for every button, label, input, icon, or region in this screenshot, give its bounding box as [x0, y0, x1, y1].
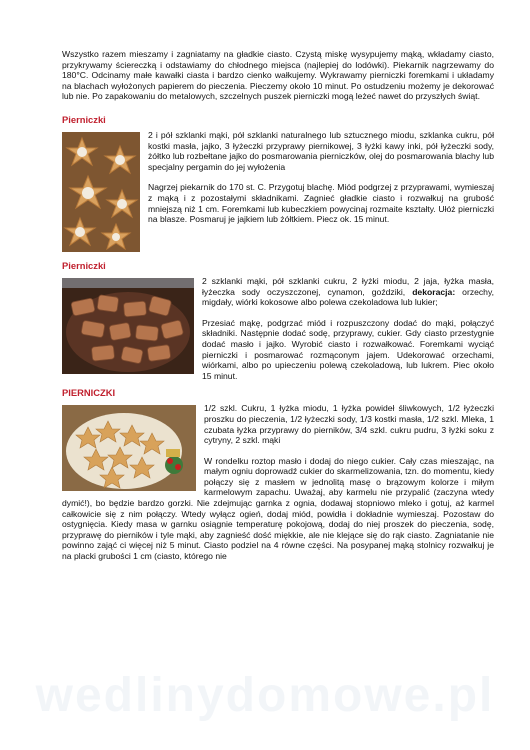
- recipe-3-title: PIERNICZKI: [62, 387, 116, 399]
- recipe-1-method: Nagrzej piekarnik do 170 st. C. Przygotuj blachę. Miód podgrzej z przyprawami, wymieszaj z mąką i z pozostałymi składnikami. Zagnieć gładkie ciasto i rozwałkuj na grubość mniejszą niż 1 cm. Foremkami lub kubeczkiem powycinaj rozmaite kształty. Ułóż pierniczki na blasze. Posmaruj je jajkiem lub żółtkiem. Piecz ok. 15 minut.: [148, 182, 494, 225]
- recipe-2: [62, 276, 494, 381]
- recipe-3-ingredients: 1/2 szkl. Cukru, 1 łyżka miodu, 1 łyżka powideł śliwkowych, 1/2 łyżeczki proszku do pieczenia, 1/2 łyżeczki sody, 1/3 kostki masła, 1/2 szkl. Mleka, 1 czubata łyżka przyprawy do pierników, 3/4 szkl. cukru pudru, 3 łyżki soku z cytryny, 2 szkl. mąki: [204, 403, 494, 446]
- recipe-2-decoration-label: dekoracja:: [412, 286, 456, 297]
- gingerbread-stars-photo: [62, 132, 140, 252]
- site-watermark: wedlinydomowe.pl: [35, 669, 495, 722]
- recipe-2-ingredients-a: 2 szklanki mąki, pół szklanki cukru, 2 łyżki miodu, 2 jaja, łyżka masła, łyżeczka sody oczyszczonej, cynamon, goździki,: [202, 275, 494, 297]
- intro-paragraph: Wszystko razem mieszamy i zagniatamy na gładkie ciasto. Czystą miskę wysypujemy mąką, wkładamy ciasto, przykrywamy ściereczką i odstawiamy do chłodnego miejsca (najlepiej do lodówki). Piekarnik nagrzewamy do 180°C. Odcinamy małe kawałki ciasta i bardzo cienko wałkujemy. Wykrawamy pierniczki foremkami i układamy na blachach wyłożonych papierem do pieczenia. Pieczemy około 10 minut. Po ostudzeniu możemy je dekorować lub nie. Po zapakowaniu do metalowych, szczelnych puszek pierniczki mogą leżeć nawet do przyszłych świąt.: [62, 49, 494, 102]
- recipe-2-method: Przesiać mąkę, podgrzać miód i rozpuszczony dodać do mąki, połączyć składniki. Następnie dodać sodę, przyprawy, cukier. Gdy ciasto przestygnie dodać masło i jajko. Wyrobić ciasto i rozwałkować. Foremkami wyciąć pierniczki i posmarować rozmąconym jajem. Udekorować orzechami, wiórkami, albo po upieczeniu polewą czekoladową, lub lukrem. Piec około 15 minut.: [202, 317, 494, 381]
- document-page: [62, 49, 494, 568]
- recipe-1: [62, 130, 494, 254]
- gingerbread-pot-photo: [62, 278, 194, 374]
- recipe-1-ingredients: 2 i pół szklanki mąki, pół szklanki naturalnego lub sztucznego miodu, szklanka cukru, pół kostki masła, jajko, 3 łyżeczki przyprawy piernikowej, 3 łyżki kawy inki, pół łyżeczki sody, żółtko lub rozbełtane jajko do posmarowania pierniczków, olej do posmarowania blachy lub specjalny pergamin do jej wyłożenia: [148, 129, 494, 172]
- recipe-3: [62, 403, 494, 561]
- recipe-1-title: Pierniczki: [62, 113, 106, 125]
- recipe-2-ingredients-b: orzechy, migdały, wiórki kokosowe albo polewa czekoladowa lub lukier;: [202, 286, 494, 308]
- recipe-3-method: W rondelku roztop masło i dodaj do niego cukier. Cały czas mieszając, na małym ogniu doprowadź cukier do skarmelizowania, tzn. do momentu, kiedy połączy się z masłem w jednolitą masę o brązowym kolorze i miłym karmelowym zapachu. Uważaj, aby karmelu nie przypalić (zaczyna wtedy dymić!), bo będzie bardzo gorzki. Nie zdejmując garnka z ognia, dodawaj stopniowo mleko i gotuj, aż karmel całkowicie się z nim połączy. Wtedy wyłącz ogień, dodaj miód, powidła i dokładnie wymieszaj. Pozostaw do ostygnięcia. Kiedy masa w garnku osiągnie temperaturę pokojową, dodaj do niej proszek do pieczenia, sodę, przyprawę do pierników i tyle mąki, aby zagnieść dość miękkie, ale nie klejące się do rąk ciasto. Zagniatanie nie powinno zająć ci więcej niż 5 minut. Ciasto podziel na 4 równe części. Na posypanej mąką stolnicy rozwałkuj je na placki grubości 1 cm (ciasto, którego nie: [62, 455, 494, 562]
- gingerbread-plate-photo: [62, 405, 196, 491]
- recipe-2-title: Pierniczki: [62, 259, 106, 271]
